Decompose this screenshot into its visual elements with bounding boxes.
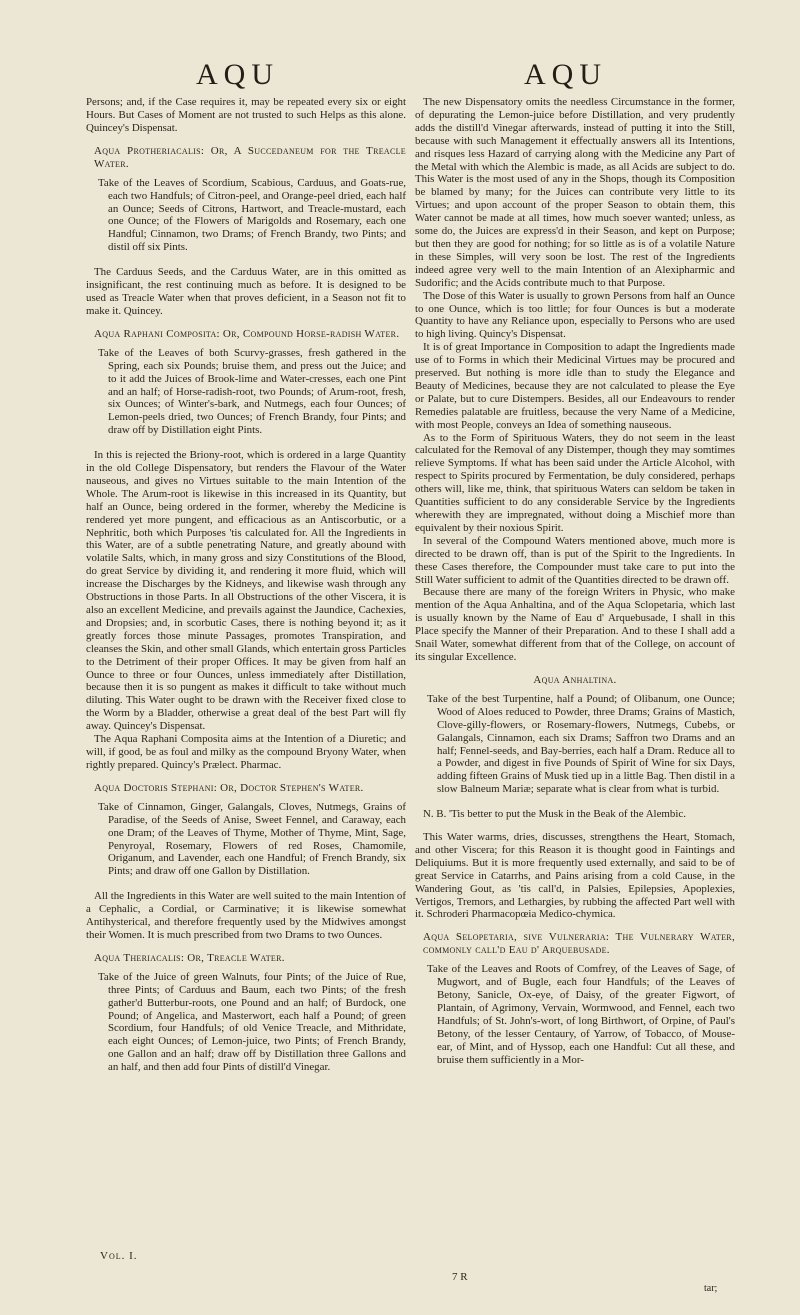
recipe: Take of the Leaves and Roots of Comfrey, of the Leaves of Sage, of Mugwort, and of Bugle, each four Handfuls; of the Leaves of Betony, Sanicle, Ox-eye, of Daisy, of the greater Figwort, of Plantain, of Agrimony, Vervain, Wormwood, and Fennel, each two Handfuls; of St. John's-wort, of long Birthwort, of Orpine, of Paul's Betony, of the lesser Centaury, of Yarrow, of Tobacco, of Mouse-ear, of Mint, and of Hyssop, each one Handful: Cut all these, and bruise them sufficiently in a Mor- bbox=[427, 963, 735, 1066]
paragraph: In several of the Compound Waters mentioned above, much more is directed to be drawn off, than is put of the Spirit to the Ingredients. In these Cases therefore, the Compounder must take care to put into the Still Water sufficient to admit of the Quantities directed to be drawn off. bbox=[415, 534, 735, 586]
paragraph: All the Ingredients in this Water are well suited to the main Intention of a Cephalic, a Cordial, or Carminative; it is likewise somewhat Antihysterical, and therefore frequently used by the Midwives amongst their Women. It is much prescribed from two Drams to two Ounces. bbox=[86, 890, 406, 941]
entry-heading: Aqua Raphani Composita: Or, Compound Horse-radish Water. bbox=[94, 327, 400, 340]
recipe: Take of the Leaves of Scordium, Scabious, Carduus, and Goats-rue, each two Handfuls; of Citron-peel, and Orange-peel dried, each half an Ounce; Seeds of Citrons, Hartwort, and Treacle-mustard, each one Ounce; of the Flowers of Marigolds and Rosemary, each one Handful; Cinnamon, two Drams; of French Brandy, two Pints; and distil off six Pints. bbox=[98, 176, 406, 254]
entry-heading: Aqua Doctoris Stephani: Or, Doctor Stephen's Water. bbox=[94, 781, 364, 794]
paragraph: The Carduus Seeds, and the Carduus Water, are in this omitted as insignificant, the rest continuing much as before. It is designed to be used as Treacle Water when that proves deficient, in a Season not fit to make it. Quincey. bbox=[86, 266, 406, 317]
running-head-right: AQU bbox=[524, 58, 607, 91]
entry-heading: Aqua Anhaltina. bbox=[533, 673, 617, 686]
entry-heading: Aqua Theriacalis: Or, Treacle Water. bbox=[94, 951, 285, 964]
signature-mark: 7 R bbox=[452, 1271, 468, 1283]
entry-heading: Aqua Selopetaria, sive Vulneraria: The Vulnerary Water, commonly call'd Eau d' Arquebusade. bbox=[423, 931, 735, 957]
paragraph: In this is rejected the Briony-root, which is ordered in a large Quantity in the old College Dispensatory, but renders the Flavour of the Water nauseous, and gives no Virtues suitable to the main Intention of the Whole. The Arum-root is likewise in this increased in its Quantity, but half an Ounce, being ordered in the former, whereby the Medicine is rendered yet more pungent, and efficacious as an Antiscorbutic, or a Nephritic, both which Purposes 'tis calculated for. All the Ingredients in this Water, are of a subtle penetrating Nature, and greatly abound with volatile Salts, which, in many gross and sizy Constitutions of the Blood, do great Service by dividing it, and rendering it more fluid, which will increase the Discharges by the Kidneys, and likewise wash through any Obstructions in those Parts. In all Obstructions of the other Viscera, it is also an excellent Medicine, and prevails against the Jaundice, Cachexies, and Dropsies; and, in scorbutic Cases, there is nothing beyond it; as it greatly forces those minute Passages, promotes Transpiration, and cleanses the Skin, and other small Glands, which entertain gross Particles to the Detriment of their proper Offices. It may be given from half an Ounce to three or four Ounces, unless immediately after Distillation, because then it is so pungent as makes it difficult to take without much diluting. This Water ought to be drawn with the Receiver fixed close to the Worm by a Bladder, otherwise a great deal of the best Part will fly away. Quincey's Dispensat. bbox=[86, 449, 406, 733]
running-head-left: AQU bbox=[196, 58, 279, 91]
paragraph: Because there are many of the foreign Writers in Physic, who make mention of the Aqua Anhaltina, and of the Aqua Sclopetaria, which last is usually known by the Name of Eau d' Arquebusade, I shall in this Place specify the Manner of their Preparation. And to these I shall add a Snail Water, somewhat different from that of the College, on account of its singular Excellence. bbox=[415, 586, 735, 663]
nota-bene: N. B. 'Tis better to put the Musk in the Beak of the Alembic. bbox=[423, 808, 686, 821]
volume-label: Vol. I. bbox=[100, 1250, 138, 1262]
recipe: Take of the Juice of green Walnuts, four Pints; of the Juice of Rue, three Pints; of Carduus and Baum, each two Pints; of the fresh gather'd Butterbur-roots, one Pound and an half; of Burdock, one Pound; of Angelica, and Masterwort, each half a Pound; of green Scordium, four Handfuls; of old Venice Treacle, and Mithridate, each eight Ounces; of Lemon-juice, two Pints; of French Brandy, one Gallon and an half; draw off by Distillation three Gallons and an half, and then add four Pints of distill'd Vinegar. bbox=[98, 970, 406, 1074]
paragraph: This Water warms, dries, discusses, strengthens the Heart, Stomach, and other Viscera; for this Reason it is thought good in Faintings and Deliquiums. But it is more frequently used externally, and said to be of great Service in Catarrhs, and Pains arising from a cold Cause, in the Wandering Gout, as 'tis call'd, in Palsies, Epilepsies, Apoplexies, Vertigos, Tremors, and Lethargies, by rubbing the affected Part well with it. Schroderi Pharmacopœia Medico-chymica. bbox=[415, 831, 735, 921]
paragraph: The Dose of this Water is usually to grown Persons from half an Ounce to one Ounce, which is too little; for four Ounces is but a moderate Quantity to have any Reliance upon, especially to Persons who are used to high living. Quincy's Dispensat. bbox=[415, 289, 735, 341]
paragraph: Persons; and, if the Case requires it, may be repeated every six or eight Hours. But Cases of Moment are not trusted to such Helps as this alone. Quincey's Dispensat. bbox=[86, 96, 406, 134]
entry-heading: Aqua Protheriacalis: Or, A Succedaneum for the Treacle Water. bbox=[94, 144, 406, 170]
left-column bbox=[86, 96, 406, 1271]
recipe: Take of the Leaves of both Scurvy-grasses, fresh gathered in the Spring, each six Pounds; bruise them, and press out the Juice; and to it add the Juices of Brook-lime and Water-cresses, each one Pint and an half; of Horse-radish-root, two Pounds; of Arum-root, fresh, six Ounces; of Winter's-bark, and Nutmegs, each four Ounces; of Lemon-peels dried, two Ounces; of French Brandy, four Pints; and draw off by Distillation eight Pints. bbox=[98, 346, 406, 437]
right-column bbox=[415, 96, 735, 1271]
recipe: Take of the best Turpentine, half a Pound; of Olibanum, one Ounce; Wood of Aloes reduced to Powder, three Drams; Grains of Mastich, Clove-gilly-flowers, or Rosemary-flowers, Nutmegs, Cubebs, or Galangals, Cinnamon, each six Drams; Saffron two Drams and an half; Fennel-seeds, and Bay-berries, each half a Dram. Reduce all to a Powder, and digest in five Pounds of Spirit of Wine for six Days, adding fifteen Grains of Musk tied up in a little Bag. Then distil in a slow Balneum Mariæ; separate what is clear from what is turbid. bbox=[427, 692, 735, 796]
recipe: Take of Cinnamon, Ginger, Galangals, Cloves, Nutmegs, Grains of Paradise, of the Seeds of Anise, Sweet Fennel, and Caraway, each one Dram; of the Leaves of Thyme, Mother of Thyme, Mint, Sage, Penyroyal, Rosemary, Flowers of red Roses, Chamomile, Origanum, and Lavender, each one Handful; of French Brandy, six Pints; and draw off one Gallon by Distillation. bbox=[98, 800, 406, 878]
paragraph: As to the Form of Spirituous Waters, they do not seem in the least calculated for the Removal of any Distemper, though they may somtimes relieve Symptoms. If what has been said under the Article Alcohol, with respect to Spirits procured by Fermentation, be duly considered, perhaps others will, like me, think, that spirituous Waters can seldom be taken in Quantities sufficient to do any considerable Service by the Ingredients wherewith they are impregnated, without doing a Mischief more than equivalent by their noxious Spirit. bbox=[415, 431, 735, 534]
paragraph: The new Dispensatory omits the needless Circumstance in the former, of depurating the Lemon-juice before Distillation, and very prudently adds the distill'd Vinegar afterwards, instead of putting it into the Still, because with such Management it effectually answers all its Intentions, and risques less Hazard of carrying along with the Medicine any Part of the Metal with which the Alembic is made, as all Acids are subject to do. This Water is the most used of any in the Shops, though its Composition be blamed by many; for the Juices can contribute very little to its Virtues; and upon account of the proper Season to obtain them, this Water cannot be made at all times, how much soever wanted; unless, as some do, the Juices are express'd in their Season, and kept on Purpose; but then they are good for nothing; for so little as is of a volatile Nature in these Simples, will very soon be lost. The rest of the Ingredients indeed agree very well to the main Intention of an Alexipharmic and Sudorific; and the Acids contribute much to that Purpose. bbox=[415, 96, 735, 289]
paragraph: The Aqua Raphani Composita aims at the Intention of a Diuretic; and will, if good, be as foul and milky as the compound Bryony Water, when rightly prepared. Quincy's Prælect. Pharmac. bbox=[86, 733, 406, 771]
paragraph: It is of great Importance in Composition to adapt the Ingredients made use of to Forms in which their Medicinal Virtues may be procured and preserved. But nothing is more idle than to study the Elegance and Beauty of Medicines, because they are not calculated to please the Eye or Palate, but to cure Distempers. Besides, all our Endeavours to render Remedies palatable are fruitless, because the very Name of a Medicine, with most People, conveys an Idea of something nauseous. bbox=[415, 341, 735, 431]
catchword: tar; bbox=[704, 1283, 718, 1294]
